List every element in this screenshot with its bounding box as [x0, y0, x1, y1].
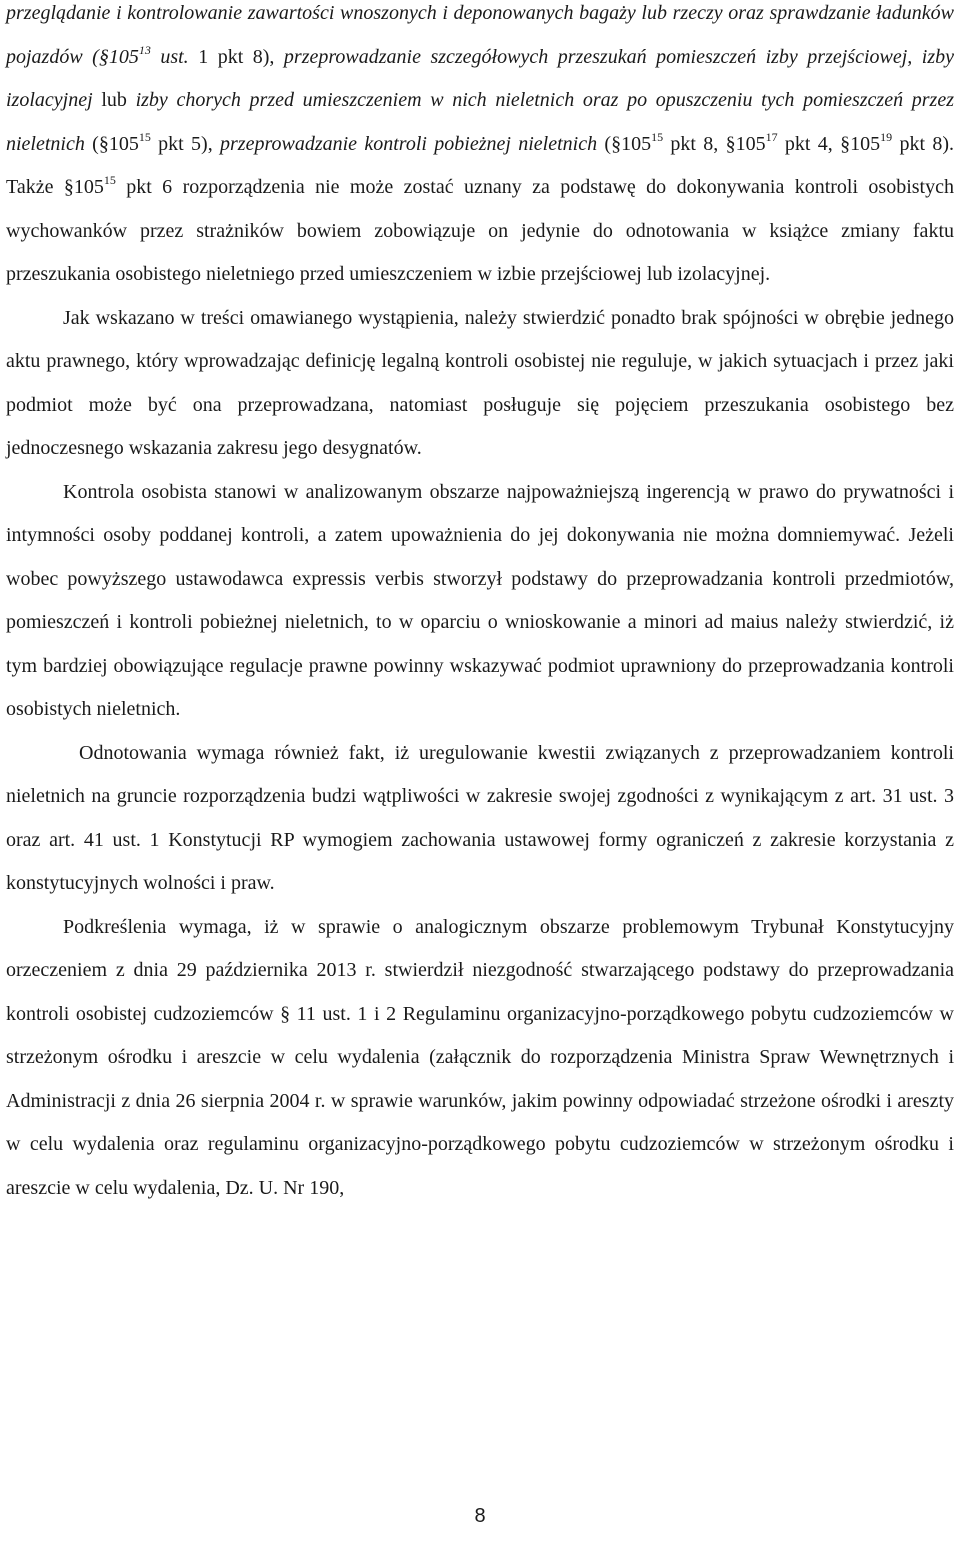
superscript: 13	[138, 42, 151, 57]
text-run: (§105	[597, 132, 652, 155]
italic-text: przeglądanie i kontrolowanie zawartości wnoszonych i deponowanych bagaży lub rzeczy oraz sprawdzanie ładunków pojazdów (	[6, 2, 954, 68]
text-run: pkt 6 rozporządzenia nie może zostać uznany za podstawę do dokonywania kontroli osobistych wychowanków przez strażników bowiem zobowiązuje on jedynie do odnotowania w książce zmiany faktu przeszukania osobistego nieletniego przed umieszczeniem w izbie przejściowej lub izolacyjnej.	[6, 176, 954, 285]
text-run: lub	[92, 89, 136, 111]
paragraph-4	[6, 732, 954, 906]
italic-text: przeprowadzanie kontroli pobieżnej nieletnich	[220, 132, 598, 155]
text-run: (§105	[84, 132, 139, 155]
italic-text: ust.	[150, 45, 199, 68]
superscript: 15	[651, 129, 664, 144]
italic-text: izby chorych przed umieszczeniem w nich nieletnich oraz po opuszczeniu tych pomieszczeń przez nieletnich	[6, 89, 954, 155]
text-run: pkt 4, §105	[777, 132, 881, 155]
paragraph-5	[6, 906, 954, 1211]
text-run: pkt 8). Także §105	[6, 132, 954, 198]
paragraph-1	[6, 0, 954, 297]
document-body	[6, 0, 954, 1210]
text-run: pkt 8, §105	[663, 132, 766, 155]
paragraph-2	[6, 297, 954, 471]
superscript: 17	[765, 129, 778, 144]
italic-text: §105	[98, 45, 139, 68]
text-run: Odnotowania wymaga również fakt, iż uregulowanie kwestii związanych z przeprowadzaniem kontroli nieletnich na gruncie rozporządzenia budzi wątpliwości w zakresie swojej zgodności z wynikającym z art. 31 ust. 3 oraz art. 41 ust. 1 Konstytucji RP wymogiem zachowania ustawowej formy ograniczeń z zakresie korzystania z konstytucyjnych wolności i praw.	[6, 741, 954, 894]
text-run: pkt 5),	[150, 132, 221, 155]
text-run: Podkreślenia wymaga, iż w sprawie o analogicznym obszarze problemowym Trybunał Konstytucyjny orzeczeniem z dnia 29 października 2013 r. stwierdził niezgodność stwarzającego podstawy do przeprowadzania kontroli osobistej cudzoziemców § 11 ust. 1 i 2 Regulaminu organizacyjno-porządkowego pobytu cudzoziemców w strzeżonym ośrodku i areszcie w celu wydalenia (załącznik do rozporządzenia Ministra Spraw Wewnętrznych i Administracji z dnia 26 sierpnia 2004 r. w sprawie warunków, jakim powinny odpowiadać strzeżone ośrodki i areszty w celu wydalenia oraz regulaminu organizacyjno-porządkowego pobytu cudzoziemców w strzeżonym ośrodku i areszcie w celu wydalenia, Dz. U. Nr 190,	[6, 915, 954, 1199]
paragraph-3	[6, 471, 954, 732]
superscript: 19	[880, 129, 893, 144]
superscript: 15	[103, 173, 116, 187]
text-run: 1 pkt 8),	[198, 45, 284, 68]
page-number: 8	[474, 1505, 486, 1527]
text-run: Kontrola osobista stanowi w analizowanym obszarze najpoważniejszą ingerencją w prawo do prywatności i intymności osoby poddanej kontroli, a zatem upoważnienia do jej dokonywania nie można domniemywać. Jeżeli wobec powyższego ustawodawca expressis verbis stworzył podstawy do przeprowadzania kontroli przedmiotów, pomieszczeń i kontroli pobieżnej nieletnich, to w oparciu o wnioskowanie a minori ad maius należy stwierdzić, iż tym bardziej obowiązujące regulacje prawne powinny wskazywać podmiot uprawniony do przeprowadzania kontroli osobistych nieletnich.	[6, 480, 954, 720]
superscript: 15	[138, 129, 151, 144]
italic-text: przeprowadzanie szczegółowych przeszukań pomieszczeń izby przejściowej, izby izolacyjnej	[6, 45, 954, 111]
text-run: Jak wskazano w treści omawianego wystąpienia, należy stwierdzić ponadto brak spójności w obrębie jednego aktu prawnego, który wprowadzając definicję legalną kontroli osobistej nie reguluje, w jakich sytuacjach i przez jaki podmiot może być ona przeprowadzana, natomiast posługuje się pojęciem przeszukania osobistego bez jednoczesnego wskazania zakresu jego desygnatów.	[6, 306, 954, 459]
